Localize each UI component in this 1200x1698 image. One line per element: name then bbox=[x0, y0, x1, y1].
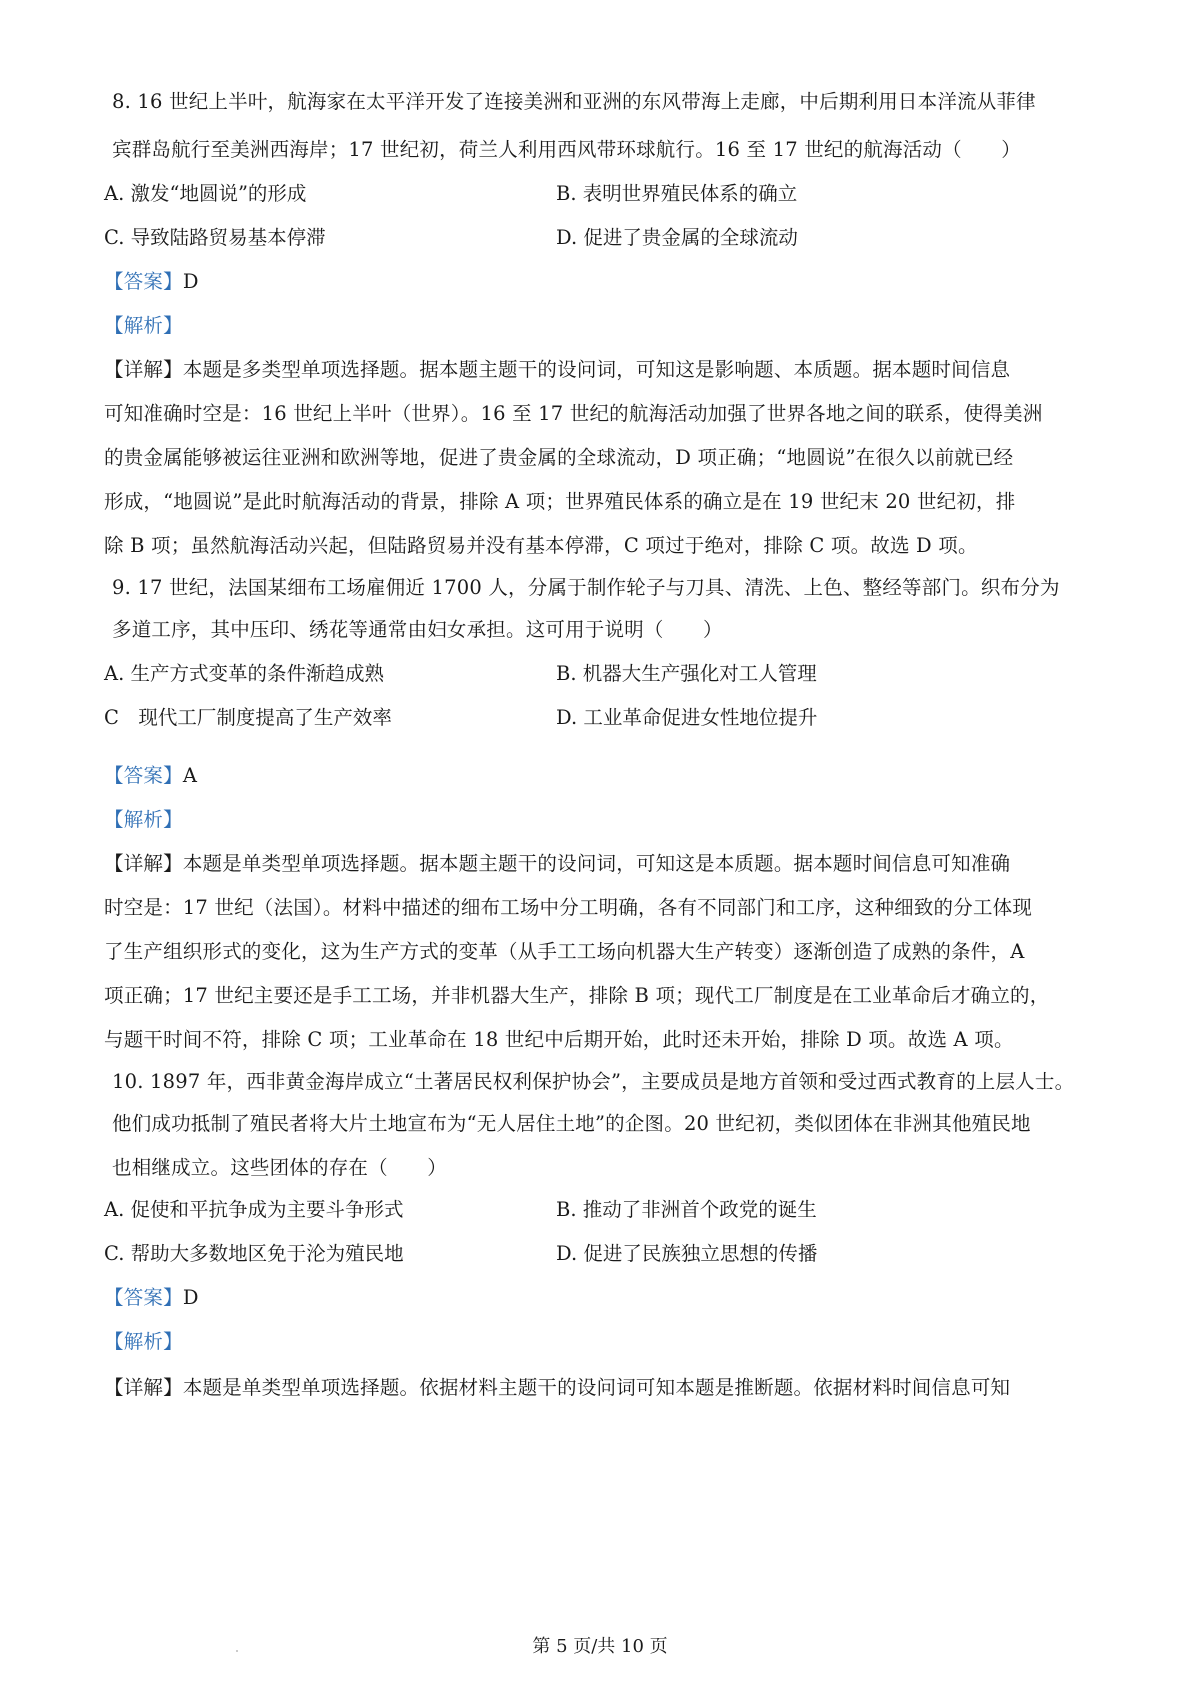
q10-option-c: C. 帮助大多数地区免于沦为殖民地 bbox=[104, 1242, 404, 1265]
q8-option-b: B. 表明世界殖民体系的确立 bbox=[556, 182, 798, 205]
q10-stem-line-2: 他们成功抵制了殖民者将大片土地宣布为“无人居住土地”的企图。20 世纪初，类似团体在非洲其他殖民地 bbox=[112, 1112, 1031, 1135]
q9-stem-line-1: 9. 17 世纪，法国某细布工场雇佣近 1700 人，分属于制作轮子与刀具、清洗、上色、整经等部门。织布分为 bbox=[112, 576, 1060, 599]
q9-stem-line-2: 多道工序，其中压印、绣花等通常由妇女承担。这可用于说明（ ） bbox=[112, 618, 723, 641]
q9-detail-line-2: 时空是：17 世纪（法国）。材料中描述的细布工场中分工明确，各有不同部门和工序，这种细致的分工体现 bbox=[104, 896, 1033, 919]
q8-detail-line-2: 可知准确时空是：16 世纪上半叶（世界）。16 至 17 世纪的航海活动加强了世界各地之间的联系，使得美洲 bbox=[104, 402, 1043, 425]
q8-detail-line-5: 除 B 项；虽然航海活动兴起，但陆路贸易并没有基本停滞，C 项过于绝对，排除 C 项。故选 D 项。 bbox=[104, 534, 978, 557]
q8-detail-line-1 bbox=[104, 356, 1010, 384]
q8-detail-line-3: 的贵金属能够被运往亚洲和欧洲等地，促进了贵金属的全球流动，D 项正确；“地圆说”在很久以前就已经 bbox=[104, 446, 1014, 469]
q10-detail-text-1: 本题是单类型单项选择题。依据材料主题干的设问词可知本题是推断题。依据材料时间信息可知 bbox=[182, 1376, 1011, 1399]
q9-option-d: D. 工业革命促进女性地位提升 bbox=[556, 706, 818, 729]
q9-answer-value: A bbox=[182, 764, 198, 787]
q8-answer bbox=[104, 268, 199, 296]
q9-analysis-tag: 【解析】 bbox=[104, 808, 183, 831]
q9-detail-line-5: 与题干时间不符，排除 C 项；工业革命在 18 世纪中后期开始，此时还未开始，排除 D 项。故选 A 项。 bbox=[104, 1028, 1014, 1051]
q10-answer-value: D bbox=[182, 1286, 199, 1309]
q10-answer-tag: 【答案】 bbox=[104, 1286, 183, 1309]
q8-analysis-heading bbox=[104, 312, 183, 340]
q8-stem-line-2: 宾群岛航行至美洲西海岸；17 世纪初，荷兰人利用西风带环球航行。16 至 17 世纪的航海活动（ ） bbox=[112, 138, 1021, 161]
q8-answer-value: D bbox=[182, 270, 199, 293]
q9-answer-tag: 【答案】 bbox=[104, 764, 183, 787]
q10-analysis-heading bbox=[104, 1328, 183, 1356]
q9-detail-line-3: 了生产组织形式的变化，这为生产方式的变革（从手工工场向机器大生产转变）逐渐创造了成熟的条件，A bbox=[104, 940, 1025, 963]
q10-option-d: D. 促进了民族独立思想的传播 bbox=[556, 1242, 818, 1265]
q10-option-b: B. 推动了非洲首个政党的诞生 bbox=[556, 1198, 817, 1221]
q10-stem-line-3: 也相继成立。这些团体的存在（ ） bbox=[112, 1156, 447, 1179]
q9-analysis-heading bbox=[104, 806, 183, 834]
q8-detail-line-4: 形成，“地圆说”是此时航海活动的背景，排除 A 项；世界殖民体系的确立是在 19 世纪末 20 世纪初，排 bbox=[104, 490, 1016, 513]
page-footer: 第 5 页/共 10 页 bbox=[532, 1636, 668, 1657]
q10-analysis-tag: 【解析】 bbox=[104, 1330, 183, 1353]
q10-stem-line-1: 10. 1897 年，西非黄金海岸成立“土著居民权利保护协会”，主要成员是地方首领和受过西式教育的上层人士。 bbox=[112, 1070, 1075, 1093]
q8-option-d: D. 促进了贵金属的全球流动 bbox=[556, 226, 798, 249]
q8-option-c: C. 导致陆路贸易基本停滞 bbox=[104, 226, 326, 249]
q9-option-a: A. 生产方式变革的条件渐趋成熟 bbox=[104, 662, 384, 685]
q9-detail-text-1: 本题是单类型单项选择题。据本题主题干的设问词，可知这是本质题。据本题时间信息可知准确 bbox=[182, 852, 1011, 875]
q10-option-a: A. 促使和平抗争成为主要斗争形式 bbox=[104, 1198, 404, 1221]
q8-stem-line-1: 8. 16 世纪上半叶，航海家在太平洋开发了连接美洲和亚洲的东风带海上走廊，中后期利用日本洋流从菲律 bbox=[112, 90, 1036, 113]
q8-detail-tag: 【详解】 bbox=[104, 358, 183, 381]
q10-answer bbox=[104, 1284, 199, 1312]
q9-detail-tag: 【详解】 bbox=[104, 852, 183, 875]
q8-detail-text-1: 本题是多类型单项选择题。据本题主题干的设问词，可知这是影响题、本质题。据本题时间信息 bbox=[182, 358, 1011, 381]
q9-detail-line-4: 项正确；17 世纪主要还是手工工场，并非机器大生产，排除 B 项；现代工厂制度是在工业革命后才确立的， bbox=[104, 984, 1050, 1007]
q8-analysis-tag: 【解析】 bbox=[104, 314, 183, 337]
q9-detail-line-1 bbox=[104, 850, 1010, 878]
q10-detail-line-1 bbox=[104, 1374, 1010, 1402]
q10-detail-tag: 【详解】 bbox=[104, 1376, 183, 1399]
q9-option-b: B. 机器大生产强化对工人管理 bbox=[556, 662, 817, 685]
q8-answer-tag: 【答案】 bbox=[104, 270, 183, 293]
q9-option-c: C 现代工厂制度提高了生产效率 bbox=[104, 706, 392, 729]
q9-answer bbox=[104, 762, 197, 790]
q8-option-a: A. 激发“地圆说”的形成 bbox=[104, 182, 307, 205]
